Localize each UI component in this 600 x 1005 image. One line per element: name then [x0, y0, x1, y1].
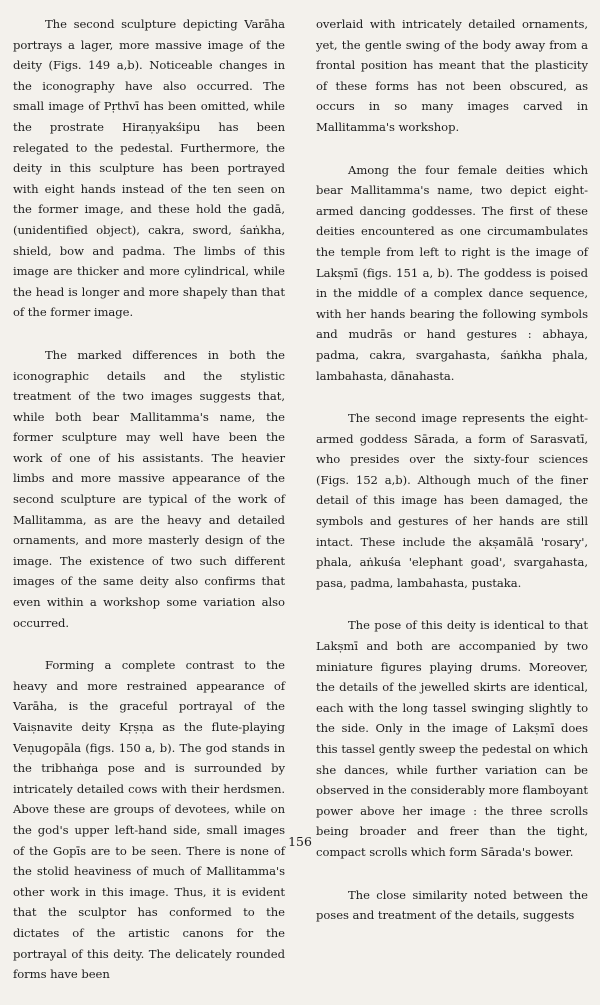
page-number: 156	[288, 834, 312, 849]
paragraph-sarada: The second image represents the eight-armed goddess Sārada, a form of Sarasvatī, who presides over the sixty-four sciences (Figs. 152 a,b). Although much of the finer detail of this image has been damaged, the symbols and gestures of her hands are still intact. These include the akṣamālā 'rosary', phala, aṅkuśa 'elephant goad', svargahasta, pasa, padma, lambahasta, pustaka.	[316, 411, 588, 590]
paragraph-close-similarity: The close similarity noted between the poses and treatment of the details, suggests	[316, 887, 588, 923]
paragraph-continued-ornaments: overlaid with intricately detailed ornaments, yet, the gentle swing of the body away from a frontal position has meant that the plasticity of these forms has not been obscured, as occurs in so many images carved in Mallitamma's workshop.	[316, 17, 588, 134]
paragraph-lakshmi: Among the four female deities which bear Mallitamma's name, two depict eight-armed dancing goddesses. The first of these deities encountered as one circumambulates the temple from left to right is the image of Lakṣmī (figs. 151 a, b). The goddess is poised in the middle of a complex dance sequence, with her hands bearing the following symbols and mudrās or hand gestures : abhaya, padma, cakra, svargahasta, śaṅkha phala, lambahasta, dānahasta.	[316, 162, 588, 383]
paragraph-varaha-second-sculpture: The second sculpture depicting Varāha portrays a lager, more massive image of the deity (Figs. 149 a,b). Noticeable changes in the iconography have also occurred. The small image of Pṛthvī has been omitted, while the prostrate Hiraṇyakśipu has been relegated to the pedestal. Furthermore, the deity in this sculpture has been portrayed with eight hands instead of the ten seen on the former image, and these hold the gadā, (unidentified object), cakra, sword, śaṅkha, shield, bow and padma. The limbs of this image are thicker and more cylindrical, while the head is longer and more shapely than that of the former image.	[13, 17, 285, 320]
paragraph-venugopala: Forming a complete contrast to the heavy and more restrained appearance of Varāha, is the graceful portrayal of the Vaiṣnavite deity Kṛṣṇa as the flute-playing Veṇugopāla (figs. 150 a, b). The god stands in the tribhaṅga pose and is surrounded by intricately detailed cows with their herdsmen. Above these are groups of devotees, while on the god's upper left-hand side, small images of the Gopīs are to be seen. There is none of the stolid heaviness of much of Mallitamma's other work in this image. Thus, it is evident that the sculptor has conformed to the dictates of the artistic canons for the portrayal of this deity. The delicately rounded forms have been	[13, 658, 285, 982]
paragraph-stylistic-differences: The marked differences in both the iconographic details and the stylistic treatment of the two images suggests that, while both bear Mallitamma's name, the former sculpture may well have been the work of one of his assistants. The heavier limbs and more massive appearance of the second sculpture are typical of the work of Mallitamma, as are the heavy and detailed ornaments, and more masterly design of the image. The existence of two such different images of the same deity also confirms that even within a workshop some variation also occurred.	[13, 347, 285, 630]
left-column	[13, 14, 285, 1005]
right-column	[316, 14, 588, 948]
paragraph-pose-comparison: The pose of this deity is identical to that Lakṣmī and both are accompanied by two miniature figures playing drums. Moreover, the details of the jewelled skirts are identical, each with the long tassel swinging slightly to the side. Only in the image of Lakṣmī does this tassel gently sweep the pedestal on which she dances, while further variation can be observed in the considerably more flamboyant power above her image : the three scrolls being broader and freer than the tight, compact scrolls which form Sārada's bower.	[316, 618, 588, 859]
